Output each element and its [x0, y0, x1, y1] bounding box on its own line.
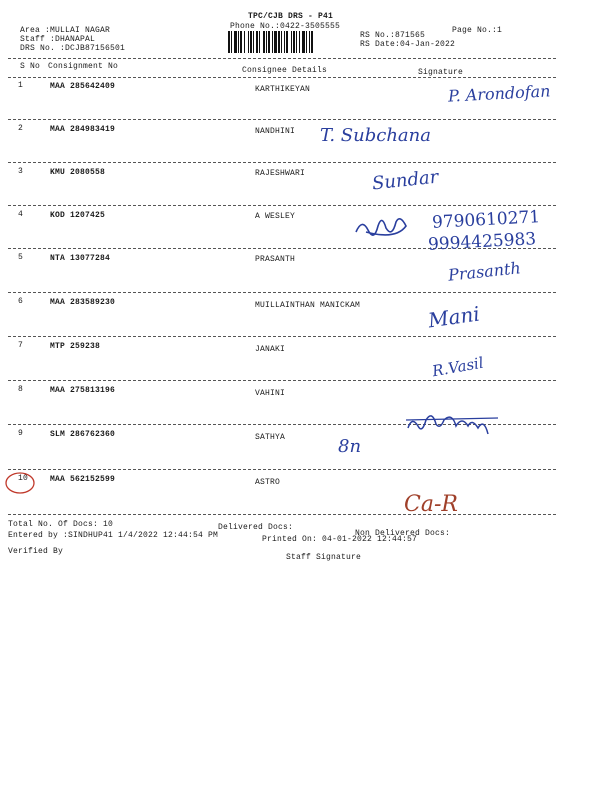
- row-serial: 6: [18, 297, 24, 306]
- row-consignee: NANDHINI: [255, 127, 296, 136]
- row-serial: 5: [18, 253, 24, 262]
- row-consignment-no: MAA 562152599: [50, 475, 116, 484]
- rs-date: RS Date:04-Jan-2022: [360, 40, 456, 49]
- column-header-sno: S No: [20, 62, 41, 71]
- row-consignee: MUILLAINTHAN MANICKAM: [255, 301, 361, 310]
- signature-row-3: Sundar: [371, 166, 440, 195]
- staff-label: Staff :DHANAPAL: [20, 35, 96, 44]
- row-consignment-no: KMU 2080558: [50, 168, 106, 177]
- printed-on: Printed On: 04-01-2022 12:44:57: [262, 535, 418, 544]
- circle-mark-row-10: [6, 473, 34, 493]
- handwritten-phone-note: 9994425983: [427, 229, 537, 255]
- staff-signature-label: Staff Signature: [286, 553, 362, 562]
- row-consignee: RAJESHWARI: [255, 169, 306, 178]
- row-serial: 10: [18, 474, 29, 483]
- handwritten-phone-note: 9790610271: [431, 207, 541, 233]
- row-serial: 2: [18, 124, 24, 133]
- row-serial: 3: [18, 167, 24, 176]
- rs-number: RS No.:871565: [360, 31, 426, 40]
- row-serial: 8: [18, 385, 24, 394]
- row-serial: 4: [18, 210, 24, 219]
- row-consignment-no: MAA 284983419: [50, 125, 116, 134]
- document-title: TPC/CJB DRS - P41: [248, 12, 334, 21]
- drs-number: DRS No. :DCJB87156501: [20, 44, 126, 53]
- row-consignment-no: MAA 275813196: [50, 386, 116, 395]
- signature-row-9: 8n: [338, 436, 362, 457]
- row-serial: 7: [18, 341, 24, 350]
- row-serial: 9: [18, 429, 24, 438]
- phone-number: Phone No.:0422-3505555: [230, 22, 341, 31]
- delivered-docs-label: Delivered Docs:: [218, 523, 294, 532]
- row-consignment-no: KOD 1207425: [50, 211, 106, 220]
- area-label: Area :MULLAI NAGAR: [20, 26, 111, 35]
- row-consignment-no: MAA 283589230: [50, 298, 116, 307]
- verified-by: Verified By: [8, 547, 64, 556]
- signature-row-6: Mani: [426, 301, 482, 333]
- row-consignee: VAHINI: [255, 389, 286, 398]
- row-consignee: JANAKI: [255, 345, 286, 354]
- entered-by: Entered by :SINDHUP41 1/4/2022 12:44:54 PM: [8, 531, 219, 540]
- row-consignee: PRASANTH: [255, 255, 296, 264]
- row-consignee: A WESLEY: [255, 212, 296, 221]
- non-delivered-docs-label: Non Delivered Docs:: [355, 529, 451, 538]
- divider-footer: [8, 514, 556, 515]
- row-consignee: ASTRO: [255, 478, 281, 487]
- row-consignment-no: MTP 259238: [50, 342, 101, 351]
- row-consignee: KARTHIKEYAN: [255, 85, 311, 94]
- signature-row-10: Ca-R: [404, 492, 458, 517]
- signature-row-7: R.Vasil: [430, 353, 485, 381]
- row-consignment-no: NTA 13077284: [50, 254, 111, 263]
- column-header-consignment: Consignment No: [48, 62, 119, 71]
- column-header-consignee: Consignee Details: [242, 66, 328, 75]
- signature-row-2: T. Subchana: [320, 125, 431, 146]
- page-number: Page No.:1: [452, 26, 503, 35]
- signature-row-1: P. Arondofan: [447, 81, 551, 106]
- signature-row-5: Prasanth: [447, 258, 522, 285]
- column-header-signature: Signature: [418, 68, 464, 77]
- row-consignment-no: SLM 286762360: [50, 430, 116, 439]
- total-docs: Total No. Of Docs: 10: [8, 520, 114, 529]
- row-consignee: SATHYA: [255, 433, 286, 442]
- row-consignment-no: MAA 285642409: [50, 82, 116, 91]
- signature-scribble-row-4: [356, 219, 406, 235]
- row-serial: 1: [18, 81, 24, 90]
